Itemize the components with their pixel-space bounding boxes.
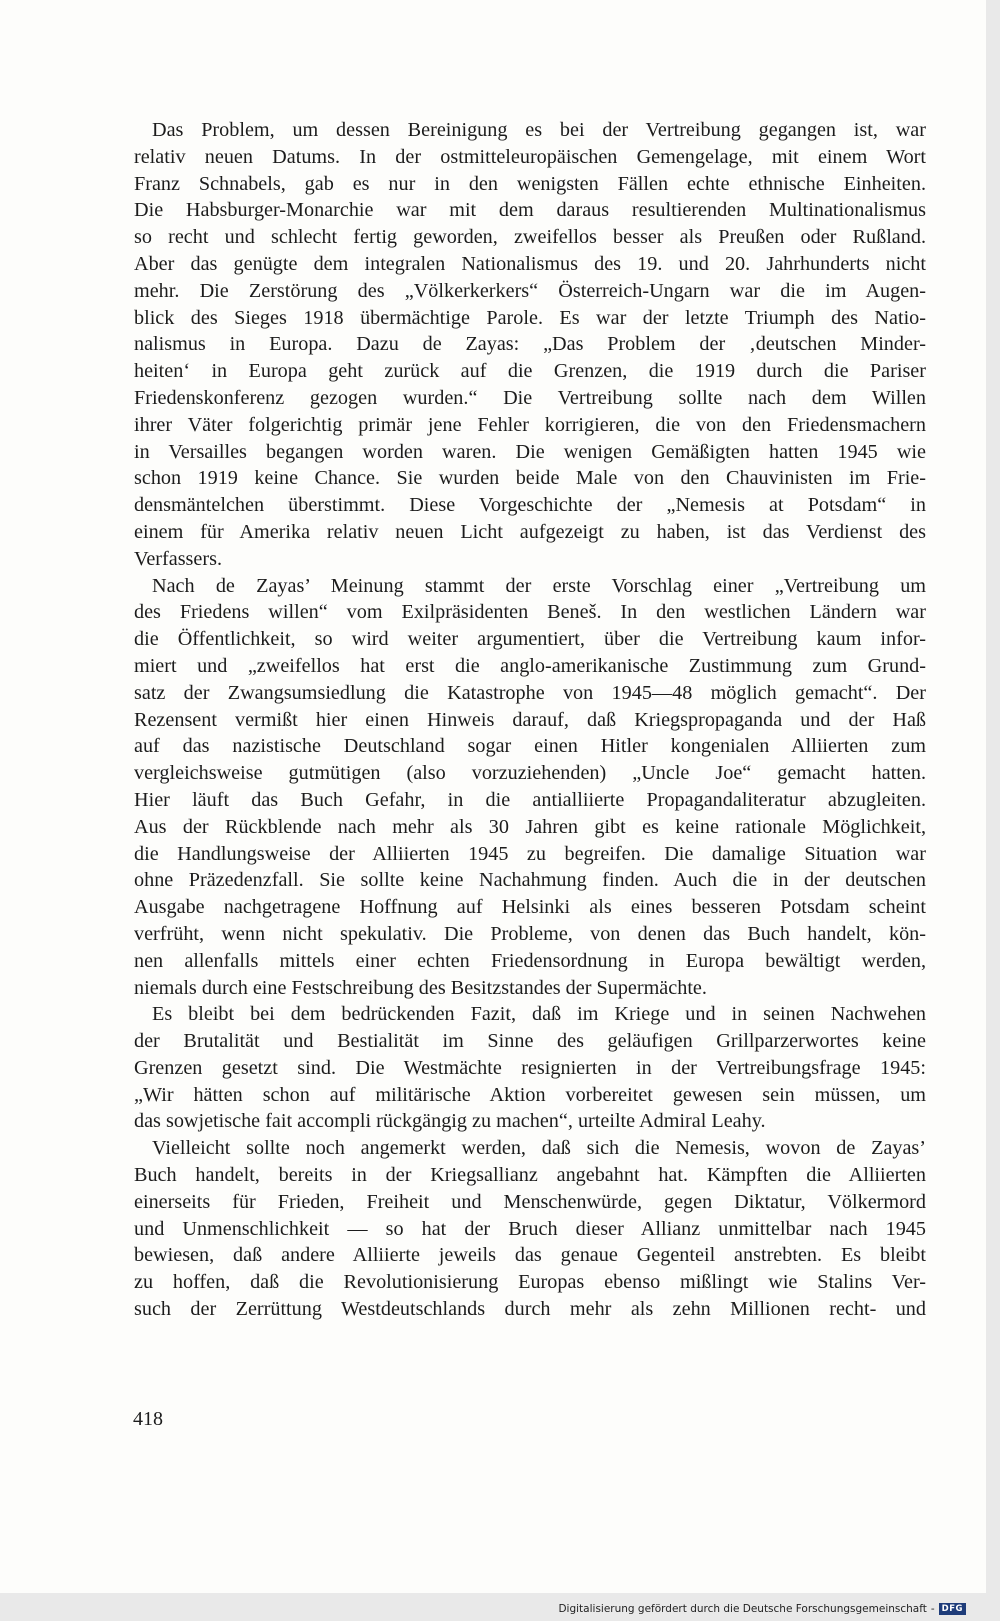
text-line: Aus der Rückblende nach mehr als 30 Jahren gibt es keine rationale Möglichkeit, [134,815,926,838]
text-line: Das Problem, um dessen Bereinigung es bei der Vertreibung gegangen ist, war [152,119,926,141]
text-line: Aber das genügte dem integralen Nationalismus des 19. und 20. Jahrhunderts nicht [134,252,926,275]
credit-text: Digitalisierung gefördert durch die Deutsche Forschungsgemeinschaft [558,1603,927,1615]
text-line: heiten‘ in Europa geht zurück auf die Grenzen, die 1919 durch die Pariser [134,360,926,383]
text-line: Franz Schnabels, gab es nur in den wenigsten Fällen echte ethnische Einheiten. [134,172,926,195]
text-line: vergleichsweise gutmütigen (also vorzuziehenden) „Uncle Joe“ gemacht hatten. [134,762,926,785]
text-line: Friedenskonferenz gezogen wurden.“ Die Vertreibung sollte nach dem Willen [134,386,926,409]
text-line: nen allenfalls mittels einer echten Friedensordnung in Europa bewältigt werden, [134,949,926,972]
text-line: des Friedens willen“ vom Exilpräsidenten Beneš. In den westlichen Ländern war [134,601,926,624]
text-line: mehr. Die Zerstörung des „Völkerkerkers“ Österreich-Ungarn war die im Augen- [134,279,926,302]
text-line: einerseits für Frieden, Freiheit und Menschenwürde, gegen Diktatur, Völkermord [134,1190,926,1213]
text-line: nalismus in Europa. Dazu de Zayas: „Das Problem der ‚deutschen Minder- [134,333,926,356]
text-line: das sowjetische fait accompli rückgängig zu machen“, urteilte Admiral Leahy. [134,1110,766,1133]
text-line: Verfassers. [134,547,223,570]
text-line: blick des Sieges 1918 übermächtige Parole. Es war der letzte Triumph des Natio- [134,306,926,329]
text-line: relativ neuen Datums. In der ostmitteleuropäischen Gemengelage, mit einem Wort [134,145,926,168]
text-line: Ausgabe nachgetragene Hoffnung auf Helsinki als eines besseren Potsdam scheint [134,896,926,919]
text-line: Vielleicht sollte noch angemerkt werden, daß sich die Nemesis, wovon de Zayas’ [152,1137,926,1160]
text-line: densmäntelchen überstimmt. Diese Vorgeschichte der „Nemesis at Potsdam“ in [134,494,926,517]
text-line: Es bleibt bei dem bedrückenden Fazit, daß im Kriege und in seinen Nachwehen [152,1003,926,1026]
text-line: die Handlungsweise der Alliierten 1945 zu begreifen. Die damalige Situation war [134,842,926,865]
text-line: Rezensent vermißt hier einen Hinweis darauf, daß Kriegspropaganda und der Haß [134,708,926,731]
text-line: Die Habsburger-Monarchie war mit dem daraus resultierenden Multinationalismus [134,199,926,222]
text-line: Grenzen gesetzt sind. Die Westmächte resignierten in der Vertreibungsfrage 1945: [134,1056,926,1079]
text-line: Hier läuft das Buch Gefahr, in die antialliierte Propagandaliteratur abzugleiten. [134,788,926,811]
text-line: der Brutalität und Bestialität im Sinne des geläufigen Grillparzerwortes keine [134,1030,926,1053]
text-line: Buch handelt, bereits in der Kriegsallianz angebahnt hat. Kämpften die Alliierten [134,1164,926,1187]
body-text [134,117,926,1323]
dfg-logo-icon: DFG [939,1603,966,1615]
text-line: such der Zerrüttung Westdeutschlands durch mehr als zehn Millionen recht- und [134,1298,926,1321]
text-line: zu hoffen, daß die Revolutionisierung Europas ebenso mißlingt wie Stalins Ver- [134,1271,926,1294]
text-line: bewiesen, daß andere Alliierte jeweils das genaue Gegenteil anstrebten. Es bleibt [134,1244,926,1267]
text-line: niemals durch eine Festschreibung des Besitzstandes der Supermächte. [134,976,707,999]
text-line: Nach de Zayas’ Meinung stammt der erste Vorschlag einer „Vertreibung um [152,574,926,597]
text-line: ohne Präzedenzfall. Sie sollte keine Nachahmung finden. Auch die in der deutschen [134,869,926,892]
text-line: miert und „zweifellos hat erst die anglo-amerikanische Zustimmung zum Grund- [134,654,926,677]
text-line: in Versailles begangen worden waren. Die wenigen Gemäßigten hatten 1945 wie [134,440,926,463]
text-line: auf das nazistische Deutschland sogar einen Hitler kongenialen Alliierten zum [134,735,926,758]
text-line: einem für Amerika relativ neuen Licht aufgezeigt zu haben, ist das Verdienst des [134,520,926,543]
text-line: so recht und schlecht fertig geworden, zweifellos besser als Preußen oder Rußland. [134,226,926,249]
text-line: verfrüht, wenn nicht spekulativ. Die Probleme, von denen das Buch handelt, kön- [134,922,926,945]
text-line: und Unmenschlichkeit — so hat der Bruch dieser Allianz unmittelbar nach 1945 [134,1217,926,1240]
text-line: ihrer Väter folgerichtig primär jene Fehler korrigieren, die von den Friedensmachern [134,413,926,436]
text-line: satz der Zwangsumsiedlung die Katastrophe von 1945—48 möglich gemacht“. Der [134,681,926,704]
text-line: schon 1919 keine Chance. Sie wurden beide Male von den Chauvinisten im Frie- [134,467,926,490]
text-line: „Wir hätten schon auf militärische Aktion vorbereitet gewesen sein müssen, um [134,1083,926,1106]
credit-separator: - [930,1603,935,1615]
page-number: 418 [133,1408,163,1430]
text-line: die Öffentlichkeit, so wird weiter argumentiert, über die Vertreibung kaum infor- [134,628,926,651]
digitization-credit [558,1601,966,1617]
